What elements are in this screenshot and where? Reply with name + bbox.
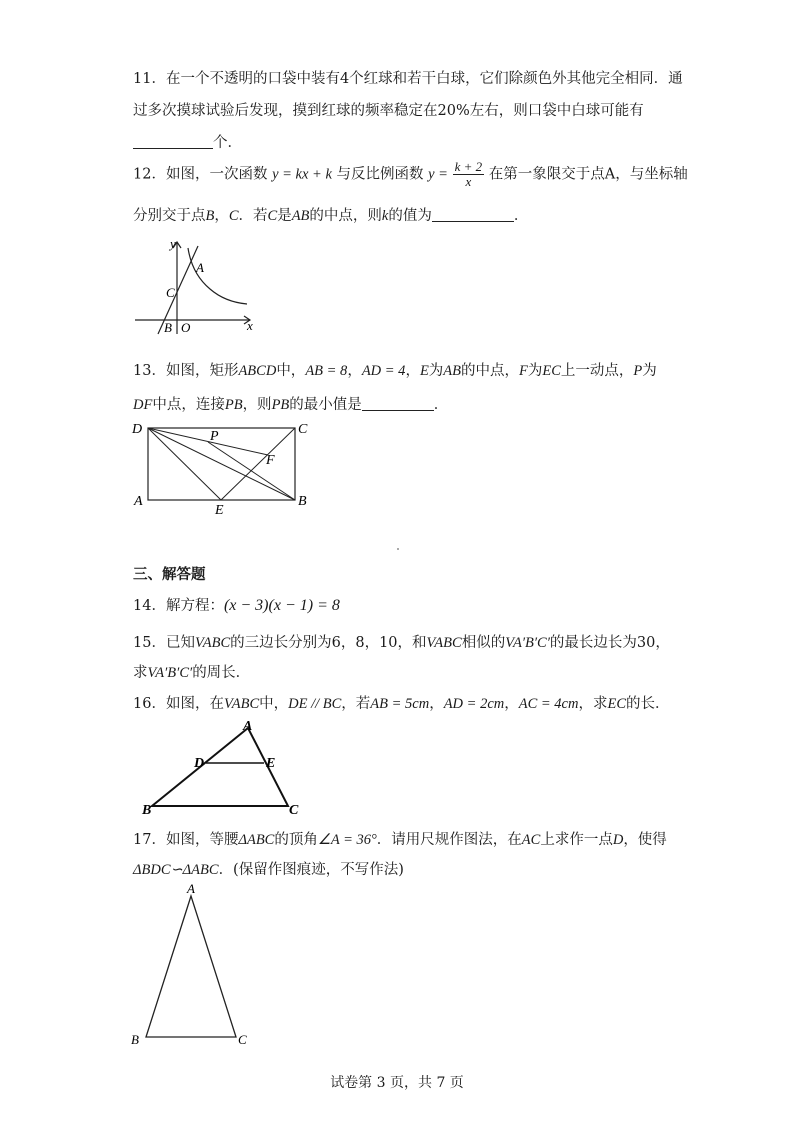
q16-text: ，求	[578, 696, 608, 712]
segment-label: DF	[133, 397, 153, 413]
q13-text: ，	[347, 363, 362, 379]
segment-label: AB	[291, 208, 310, 224]
point-a-label: A	[243, 719, 253, 734]
q11-line3	[133, 131, 242, 152]
q13-line2	[133, 393, 448, 414]
segment-label: PB	[271, 397, 290, 413]
q13-text: 13．如图，矩形	[133, 363, 239, 379]
q12-text: ，	[214, 208, 229, 224]
point-c-label: C	[238, 1032, 247, 1047]
segment-label: AB	[443, 363, 462, 379]
answer-blank[interactable]	[362, 395, 434, 411]
parallel-statement: DE // BC	[288, 696, 342, 712]
segment-label: AC	[521, 832, 541, 848]
q16-text: 中，	[259, 696, 289, 712]
q12-text: ．	[513, 208, 529, 224]
q15-text: 求	[133, 665, 148, 681]
q13-text: 为	[527, 363, 543, 379]
q12-text: 分别交于点	[133, 208, 206, 224]
q16-line	[133, 692, 670, 713]
linear-function: y = kx + k	[272, 166, 332, 183]
isosceles-triangle-abc	[146, 896, 236, 1037]
q13-text: 上一动点，	[560, 363, 634, 379]
q13-text: 为	[428, 363, 444, 379]
point-c-label: C	[298, 422, 308, 437]
point-d-label: D	[194, 756, 205, 771]
point-d-label: D	[132, 422, 143, 437]
x-axis-label: x	[247, 318, 253, 333]
q13-text: 的中点，	[461, 363, 520, 379]
triangle-label: VA′B′C′	[505, 635, 550, 651]
fraction-denominator: x	[465, 174, 472, 189]
q15-line2	[133, 661, 250, 682]
segment-label: EC	[607, 696, 626, 712]
point-e-label: E	[215, 503, 224, 518]
q16-text: 16．如图，在	[133, 696, 224, 712]
segment-pb	[208, 442, 295, 500]
inverse-function-fraction	[453, 160, 485, 189]
q12-text: 的中点，则	[309, 208, 382, 224]
variable-label: k	[381, 208, 389, 224]
q17-text: ，使得	[623, 832, 667, 848]
inverse-function-lhs: y =	[428, 166, 448, 183]
ab-length: AB = 5cm	[370, 696, 430, 712]
point-p-label: P	[210, 429, 219, 444]
q17-text: 的顶角	[274, 832, 318, 848]
q15-text: 15．已知	[133, 635, 195, 651]
ad-length: AD = 4	[361, 363, 406, 379]
q17-triangle-figure	[128, 880, 258, 1050]
q13-text: 的最小值是	[289, 397, 362, 413]
q13-line1	[133, 359, 657, 380]
q17-line2	[133, 858, 404, 879]
point-label: P	[633, 363, 643, 379]
segment-ec	[221, 428, 295, 500]
answer-blank[interactable]	[133, 133, 213, 149]
q17-line1	[133, 828, 667, 849]
q11-line2: 过多次摸球试验后发现，摸到红球的频率稳定在20%左右，则口袋中白球可能有	[133, 103, 644, 119]
q13-text: 中点，连接	[152, 397, 225, 413]
q14-prefix: 14．解方程：	[133, 598, 224, 614]
q17-text: 上求作一点	[540, 832, 613, 848]
point-label: B	[205, 208, 215, 224]
page-footer: 试卷第 3 页，共 7 页	[330, 1075, 464, 1091]
q12-text: ．若	[238, 208, 268, 224]
q16-text: ，	[429, 696, 444, 712]
q13-text: ．	[433, 397, 449, 413]
q13-text: 中，	[276, 363, 306, 379]
segment-label: EC	[542, 363, 561, 379]
q15-line1	[133, 631, 670, 652]
point-label: E	[419, 363, 429, 379]
q17-text: ．请用尺规作图法，在	[376, 832, 522, 848]
triangle-label: VA′B′C′	[147, 665, 193, 681]
q15-text: 的最长边长为30，	[549, 635, 670, 651]
ac-length: AC = 4cm	[518, 696, 579, 712]
triangle-label: VABC	[223, 696, 260, 712]
point-a-label: A	[196, 260, 204, 275]
q15-text: 相似的	[461, 635, 506, 651]
y-axis-label: y	[170, 236, 176, 251]
q12-text: 是	[277, 208, 292, 224]
point-f-label: F	[266, 453, 275, 468]
point-e-label: E	[266, 756, 276, 771]
point-c-label: C	[166, 285, 175, 300]
point-b-label: B	[298, 494, 307, 509]
ad-length: AD = 2cm	[443, 696, 505, 712]
similarity-statement: ΔBDC∽ΔABC	[133, 862, 219, 878]
point-c-label: C	[289, 803, 299, 816]
q12-graph	[130, 234, 260, 338]
q14-equation: (x − 3)(x − 1) = 8	[223, 597, 340, 614]
triangle-label: VABC	[194, 635, 231, 651]
rectangle-label: ABCD	[238, 363, 277, 379]
point-label: C	[228, 208, 239, 224]
q12-line1	[133, 160, 688, 189]
q13-text: ，	[405, 363, 420, 379]
point-label: D	[612, 832, 624, 848]
q16-text: ，	[504, 696, 519, 712]
point-a-label: A	[187, 881, 195, 896]
q11-suffix: 个．	[213, 135, 242, 151]
q13-text: 为	[642, 363, 657, 379]
q14	[133, 594, 340, 615]
q13-rectangle-figure	[128, 418, 328, 518]
q13-text: ，则	[242, 397, 272, 413]
triangle-label: VABC	[426, 635, 462, 651]
q12-suffix: 在第一象限交于点A，与坐标轴	[488, 166, 688, 183]
hyperbola-curve	[188, 248, 247, 304]
scan-speck	[397, 548, 399, 550]
point-label: C	[267, 208, 278, 224]
triangle-label: ΔABC	[238, 832, 275, 848]
fraction-numerator: k + 2	[454, 159, 483, 174]
q16-text: 的长．	[626, 696, 670, 712]
q12-prefix: 12．如图，一次函数	[133, 166, 268, 183]
angle-statement: ∠A = 36°	[317, 832, 377, 848]
answer-blank[interactable]	[432, 206, 514, 222]
section-heading: 三、解答题	[133, 567, 206, 583]
q15-text: 的周长．	[192, 665, 251, 681]
point-b-label: B	[164, 320, 172, 335]
q12-mid: 与反比例函数	[336, 166, 424, 183]
point-b-label: B	[142, 803, 152, 816]
q16-triangle-figure	[138, 716, 308, 816]
q16-text: ，若	[341, 696, 371, 712]
q15-text: 的三边长分别为6，8，10，和	[230, 635, 427, 651]
q17-text: 17．如图，等腰	[133, 832, 239, 848]
point-label: F	[519, 363, 528, 379]
q11-line1: 11．在一个不透明的口袋中装有4个红球和若干白球，它们除颜色外其他完全相同．通	[133, 71, 683, 87]
point-b-label: B	[131, 1032, 139, 1047]
q17-text: ．(保留作图痕迹，不写作法)	[218, 862, 404, 878]
q12-line2	[133, 204, 528, 225]
ab-length: AB = 8	[305, 363, 348, 379]
segment-df	[148, 428, 268, 455]
segment-label: PB	[224, 397, 243, 413]
q12-text: 的值为	[388, 208, 432, 224]
origin-label: O	[181, 320, 191, 335]
point-a-label: A	[134, 494, 143, 509]
